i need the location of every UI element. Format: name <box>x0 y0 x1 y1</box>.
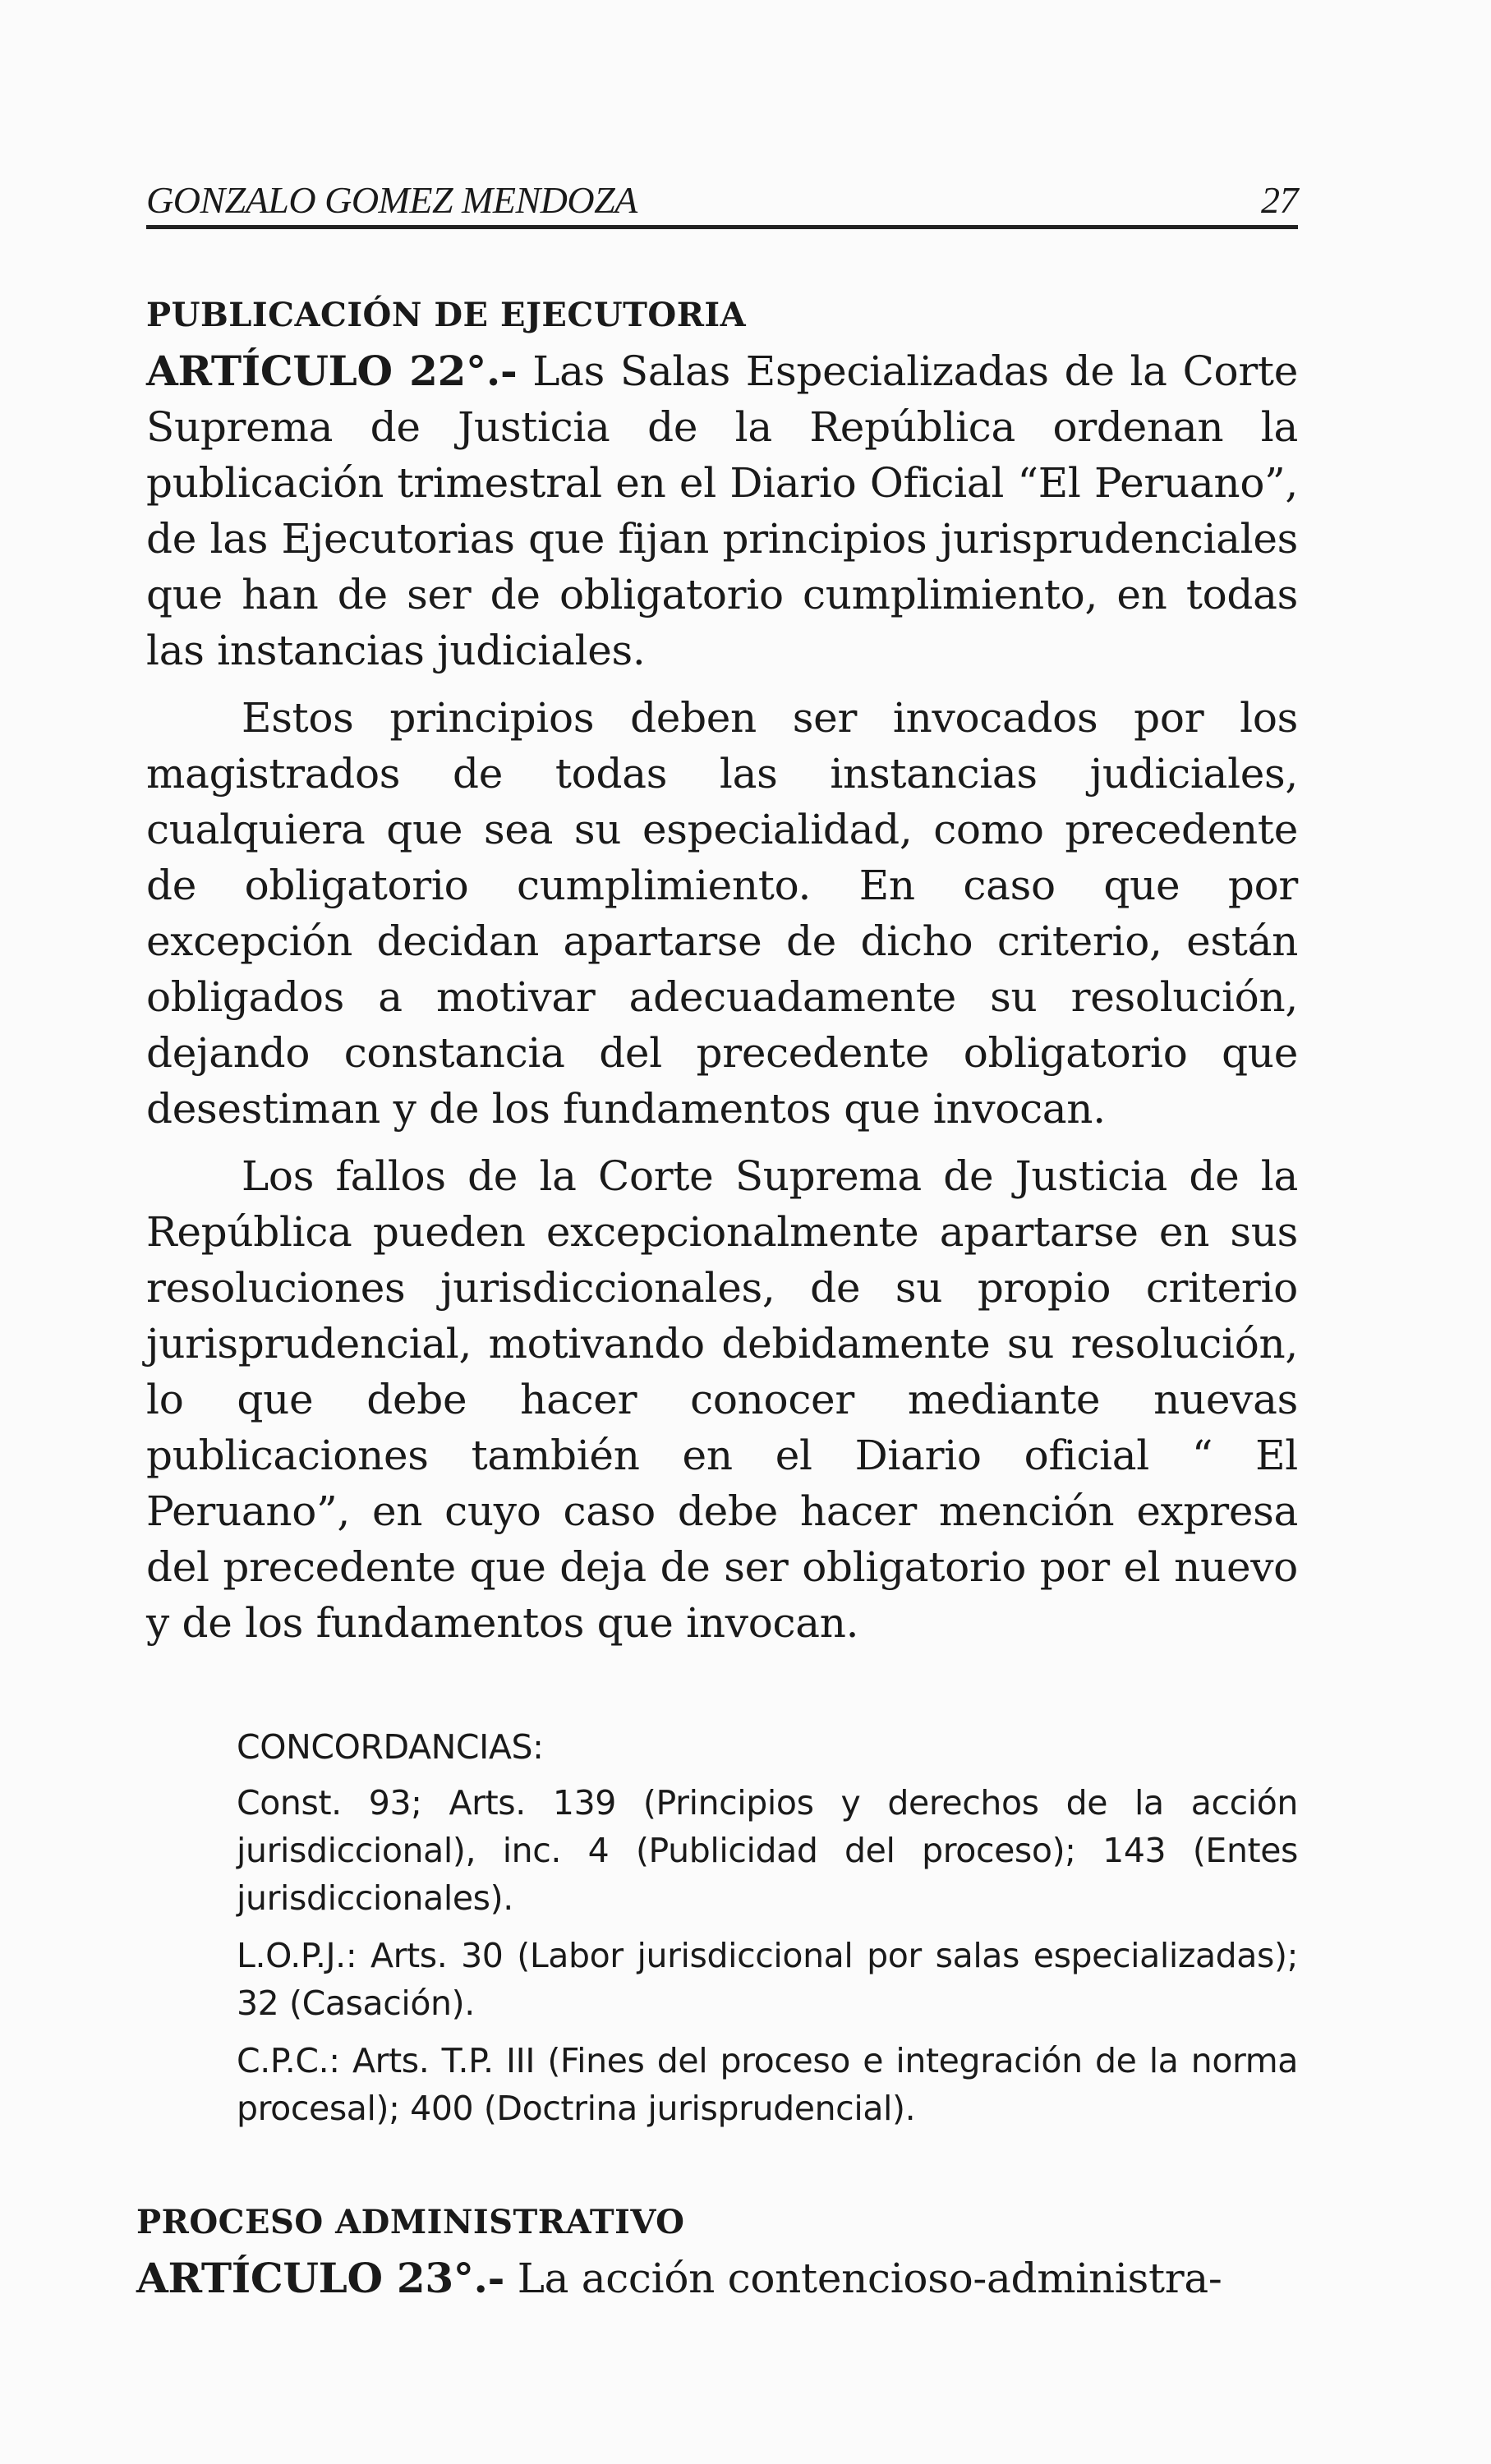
article-22-paragraph-1 <box>146 343 1298 678</box>
section-title-publicacion: PUBLICACIÓN DE EJECUTORIA <box>146 296 747 334</box>
article-22-body <box>146 343 1298 1651</box>
article-22-paragraph-2: Estos principios deben ser invocados por los magistrados de todas las instancias judiciales, cualquiera que sea su especialidad, como precedente de obligatorio cumplimiento. En caso que por excepción decidan apartarse de dicho criterio, están obligados a motivar adecuadamente su resolución, dejando constancia del precedente obligatorio que desestiman y de los fundamentos que invocan. <box>146 694 1298 1133</box>
section-title-proceso: PROCESO ADMINISTRATIVO <box>136 2203 685 2241</box>
article-22-paragraph-3: Los fallos de la Corte Suprema de Justicia de la República pueden excepcionalmente apartarse en sus resoluciones jurisdiccionales, de su propio criterio jurisprudencial, motivando debidamente su resolución, lo que debe hacer conocer mediante nuevas publicaciones también en el Diario oficial “ El Peruano”, en cuyo caso debe hacer mención expresa del precedente que deja de ser obligatorio por el nuevo y de los fundamentos que invocan. <box>146 1152 1298 1647</box>
concordancias-heading: CONCORDANCIAS: <box>237 1727 544 1767</box>
page-header <box>146 174 1298 229</box>
article-23-body <box>136 2250 1298 2306</box>
concordancia-item: Const. 93; Arts. 139 (Principios y derechos de la acción jurisdiccional), inc. 4 (Publicidad del proceso); 143 (Entes jurisdiccionales). <box>237 1783 1298 1918</box>
page-number: 27 <box>1261 179 1298 221</box>
article-23-text: La acción contencioso-administra- <box>504 2255 1222 2302</box>
running-head-author: GONZALO GOMEZ MENDOZA <box>146 179 637 221</box>
article-22-label: ARTÍCULO 22°.- <box>146 347 518 395</box>
article-22-text: Las Salas Especializadas de la Corte Suprema de Justicia de la República ordenan la publicación trimestral en el Diario Oficial “El Peruano”, de las Ejecutorias que fijan principios jurisprudenciales que han de ser de obligatorio cumplimiento, en todas las instancias judiciales. <box>146 347 1299 674</box>
concordancias-block <box>237 1723 1298 2142</box>
article-23-paragraph <box>136 2250 1298 2306</box>
article-23-label: ARTÍCULO 23°.- <box>136 2254 505 2302</box>
concordancia-item: C.P.C.: Arts. T.P. III (Fines del proceso e integración de la norma procesal); 400 (Doctrina jurisprudencial). <box>237 2041 1298 2128</box>
concordancia-item: L.O.P.J.: Arts. 30 (Labor jurisdiccional por salas especializadas); 32 (Casación). <box>237 1936 1298 2023</box>
